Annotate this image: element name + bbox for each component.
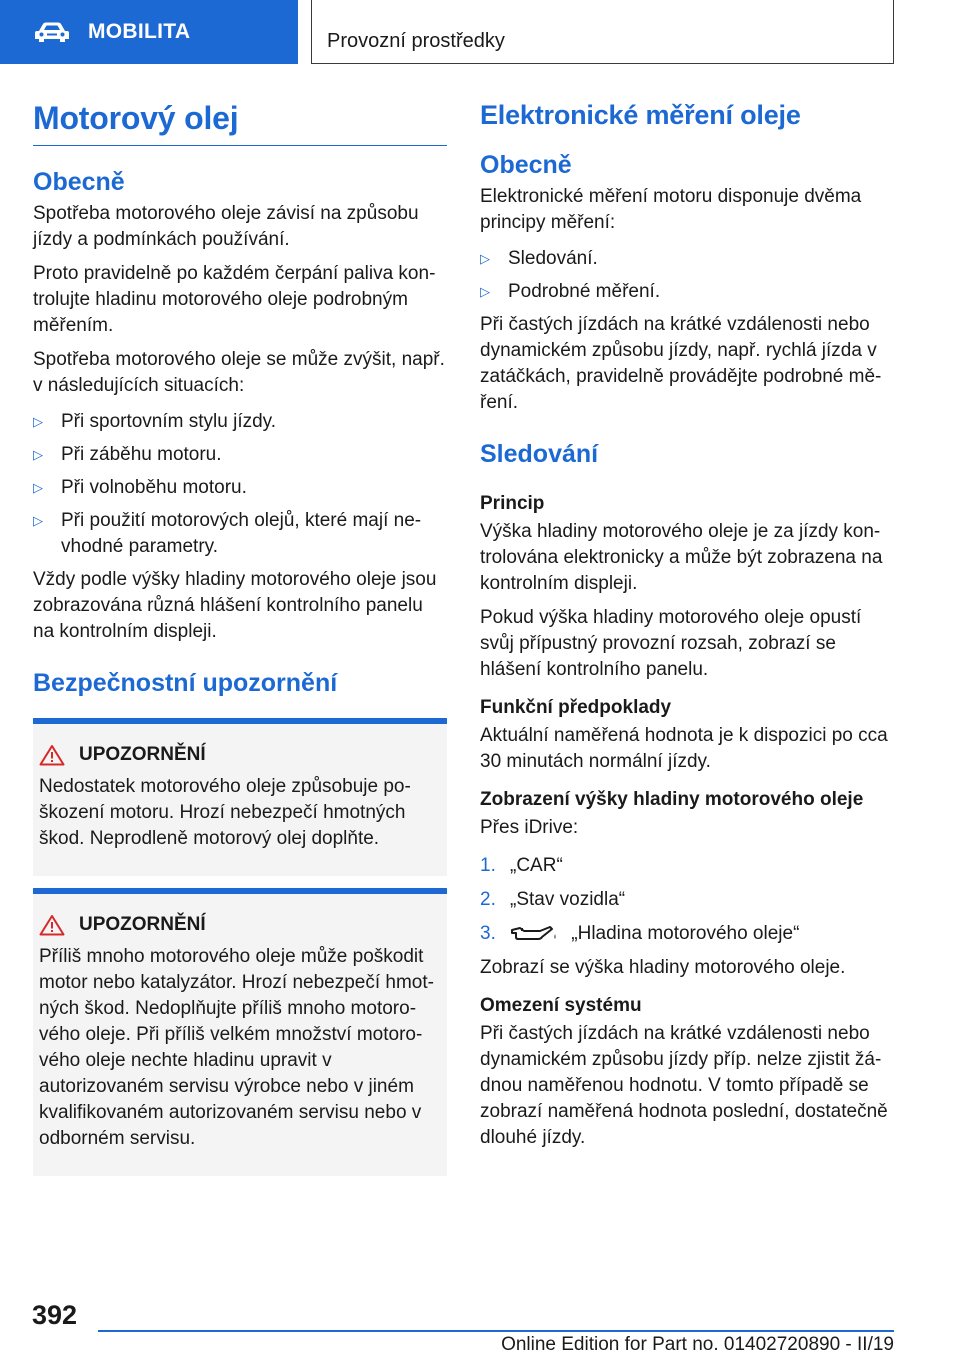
- section-title: Elektronické měření oleje: [480, 100, 801, 130]
- list-item: ▷ Při použití motorových olejů, které mají ne- vhodné parametry.: [33, 510, 422, 557]
- paragraph: Spotřeba motorového oleje se může zvýšit, např. v následujících situacích:: [33, 349, 445, 396]
- oil-can-icon: [510, 924, 560, 944]
- steps-list: [480, 853, 900, 947]
- triangle-bullet-icon: ▷: [33, 513, 43, 528]
- right-column: [480, 100, 900, 1151]
- general-heading: Obecně: [480, 151, 572, 179]
- safety-heading: Bezpečnostní upozornění: [33, 669, 338, 697]
- paragraph: Spotřeba motorového oleje závisí na způsobu jízdy a podmínkách používání.: [33, 203, 419, 250]
- paragraph: Přes iDrive:: [480, 817, 579, 838]
- list-item: ▷ Podrobné měření.: [480, 279, 900, 305]
- edition-note: Online Edition for Part no. 01402720890 - II/19: [501, 1334, 894, 1355]
- car-icon: [34, 21, 70, 43]
- paragraph: Výška hladiny motorového oleje je za jízdy kon- trolována elektronicky a může být zobrazena na kontrolním displeji.: [480, 521, 883, 594]
- footer-divider: [98, 1330, 894, 1332]
- paragraph: Pokud výška hladiny motorového oleje opustí svůj přípustný provozní rozsah, zobrazí se hlášení kontrolního panelu.: [480, 607, 862, 680]
- list-item: 1. „CAR“: [480, 855, 563, 876]
- warning-text: Příliš mnoho motorového oleje může poškodit motor nebo katalyzátor. Hrozí nebezpečí hmot- ných škod. Nedoplňujte příliš mnoho motoro- vého oleje. Při příliš velkém množství motoro- vého oleje nechte hladinu upravit v autorizovaném servisu výrobce nebo v jiném kvalifikovaném autorizovaném servisu nebo v odborném servisu.: [39, 946, 434, 1149]
- list-item: 2. „Stav vozidla“: [480, 889, 626, 910]
- paragraph: Při častých jízdách na krátké vzdálenosti nebo dynamickém způsobu jízdy, např. rychlá jízda v zatáčkách, pravidelně provádějte podrobné mě- ření.: [480, 314, 882, 413]
- section-tab: [0, 0, 298, 64]
- list-item: 3. „Hladina motorového oleje“: [480, 923, 800, 944]
- left-column: [33, 100, 447, 1176]
- general-heading: Obecně: [33, 168, 125, 196]
- paragraph: Vždy podle výšky hladiny motorového oleje jsou zobrazována různá hlášení kontrolního panelu na kontrolním displeji.: [33, 569, 437, 642]
- principle-heading: Princip: [480, 493, 545, 514]
- list-item: ▷ Při sportovním stylu jízdy.: [33, 409, 447, 435]
- triangle-bullet-icon: ▷: [480, 284, 490, 299]
- principles-list: [480, 246, 900, 305]
- limits-heading: Omezení systému: [480, 995, 642, 1016]
- warning-triangle-icon: [39, 744, 65, 766]
- warning-box: [33, 888, 447, 1176]
- list-item: ▷ Při záběhu motoru.: [33, 442, 447, 468]
- chapter-title: Provozní prostředky: [327, 30, 505, 52]
- triangle-bullet-icon: ▷: [33, 480, 43, 495]
- paragraph: Při častých jízdách na krátké vzdálenosti nebo dynamickém způsobu jízdy příp. nelze zjistit žá- dnou naměřenou hodnotu. V tomto případě se zobrazí naměřená hodnota poslední, dostatečně dlouhé jízdy.: [480, 1023, 888, 1148]
- paragraph: Zobrazí se výška hladiny motorového oleje.: [480, 957, 846, 978]
- page-number: 392: [32, 1300, 78, 1330]
- monitoring-heading: Sledování: [480, 440, 599, 468]
- paragraph: Aktuální naměřená hodnota je k dispozici po cca 30 minutách normální jízdy.: [480, 725, 888, 772]
- section-label: MOBILITA: [88, 20, 191, 43]
- situations-list: [33, 409, 447, 560]
- warning-title: UPOZORNĚNÍ: [79, 914, 206, 935]
- warning-triangle-icon: [39, 914, 65, 936]
- warning-title: UPOZORNĚNÍ: [79, 744, 206, 765]
- paragraph: Elektronické měření motoru disponuje dvěma principy měření:: [480, 186, 862, 233]
- display-heading: Zobrazení výšky hladiny motorového oleje: [480, 789, 864, 810]
- triangle-bullet-icon: ▷: [480, 251, 490, 266]
- paragraph: Proto pravidelně po každém čerpání paliva kon- trolujte hladinu motorového oleje podrobným měřením.: [33, 263, 436, 336]
- triangle-bullet-icon: ▷: [33, 414, 43, 429]
- triangle-bullet-icon: ▷: [33, 447, 43, 462]
- page-title: Motorový olej: [33, 100, 447, 146]
- warning-text: Nedostatek motorového oleje způsobuje po- škození motoru. Hrozí nebezpečí hmotných škod. Neprodleně motorový olej doplňte.: [39, 776, 411, 849]
- prereq-heading: Funkční předpoklady: [480, 697, 672, 718]
- list-item: ▷ Sledování.: [480, 246, 900, 272]
- warning-box: [33, 718, 447, 876]
- chapter-header: [311, 0, 894, 64]
- list-item: ▷ Při volnoběhu motoru.: [33, 475, 447, 501]
